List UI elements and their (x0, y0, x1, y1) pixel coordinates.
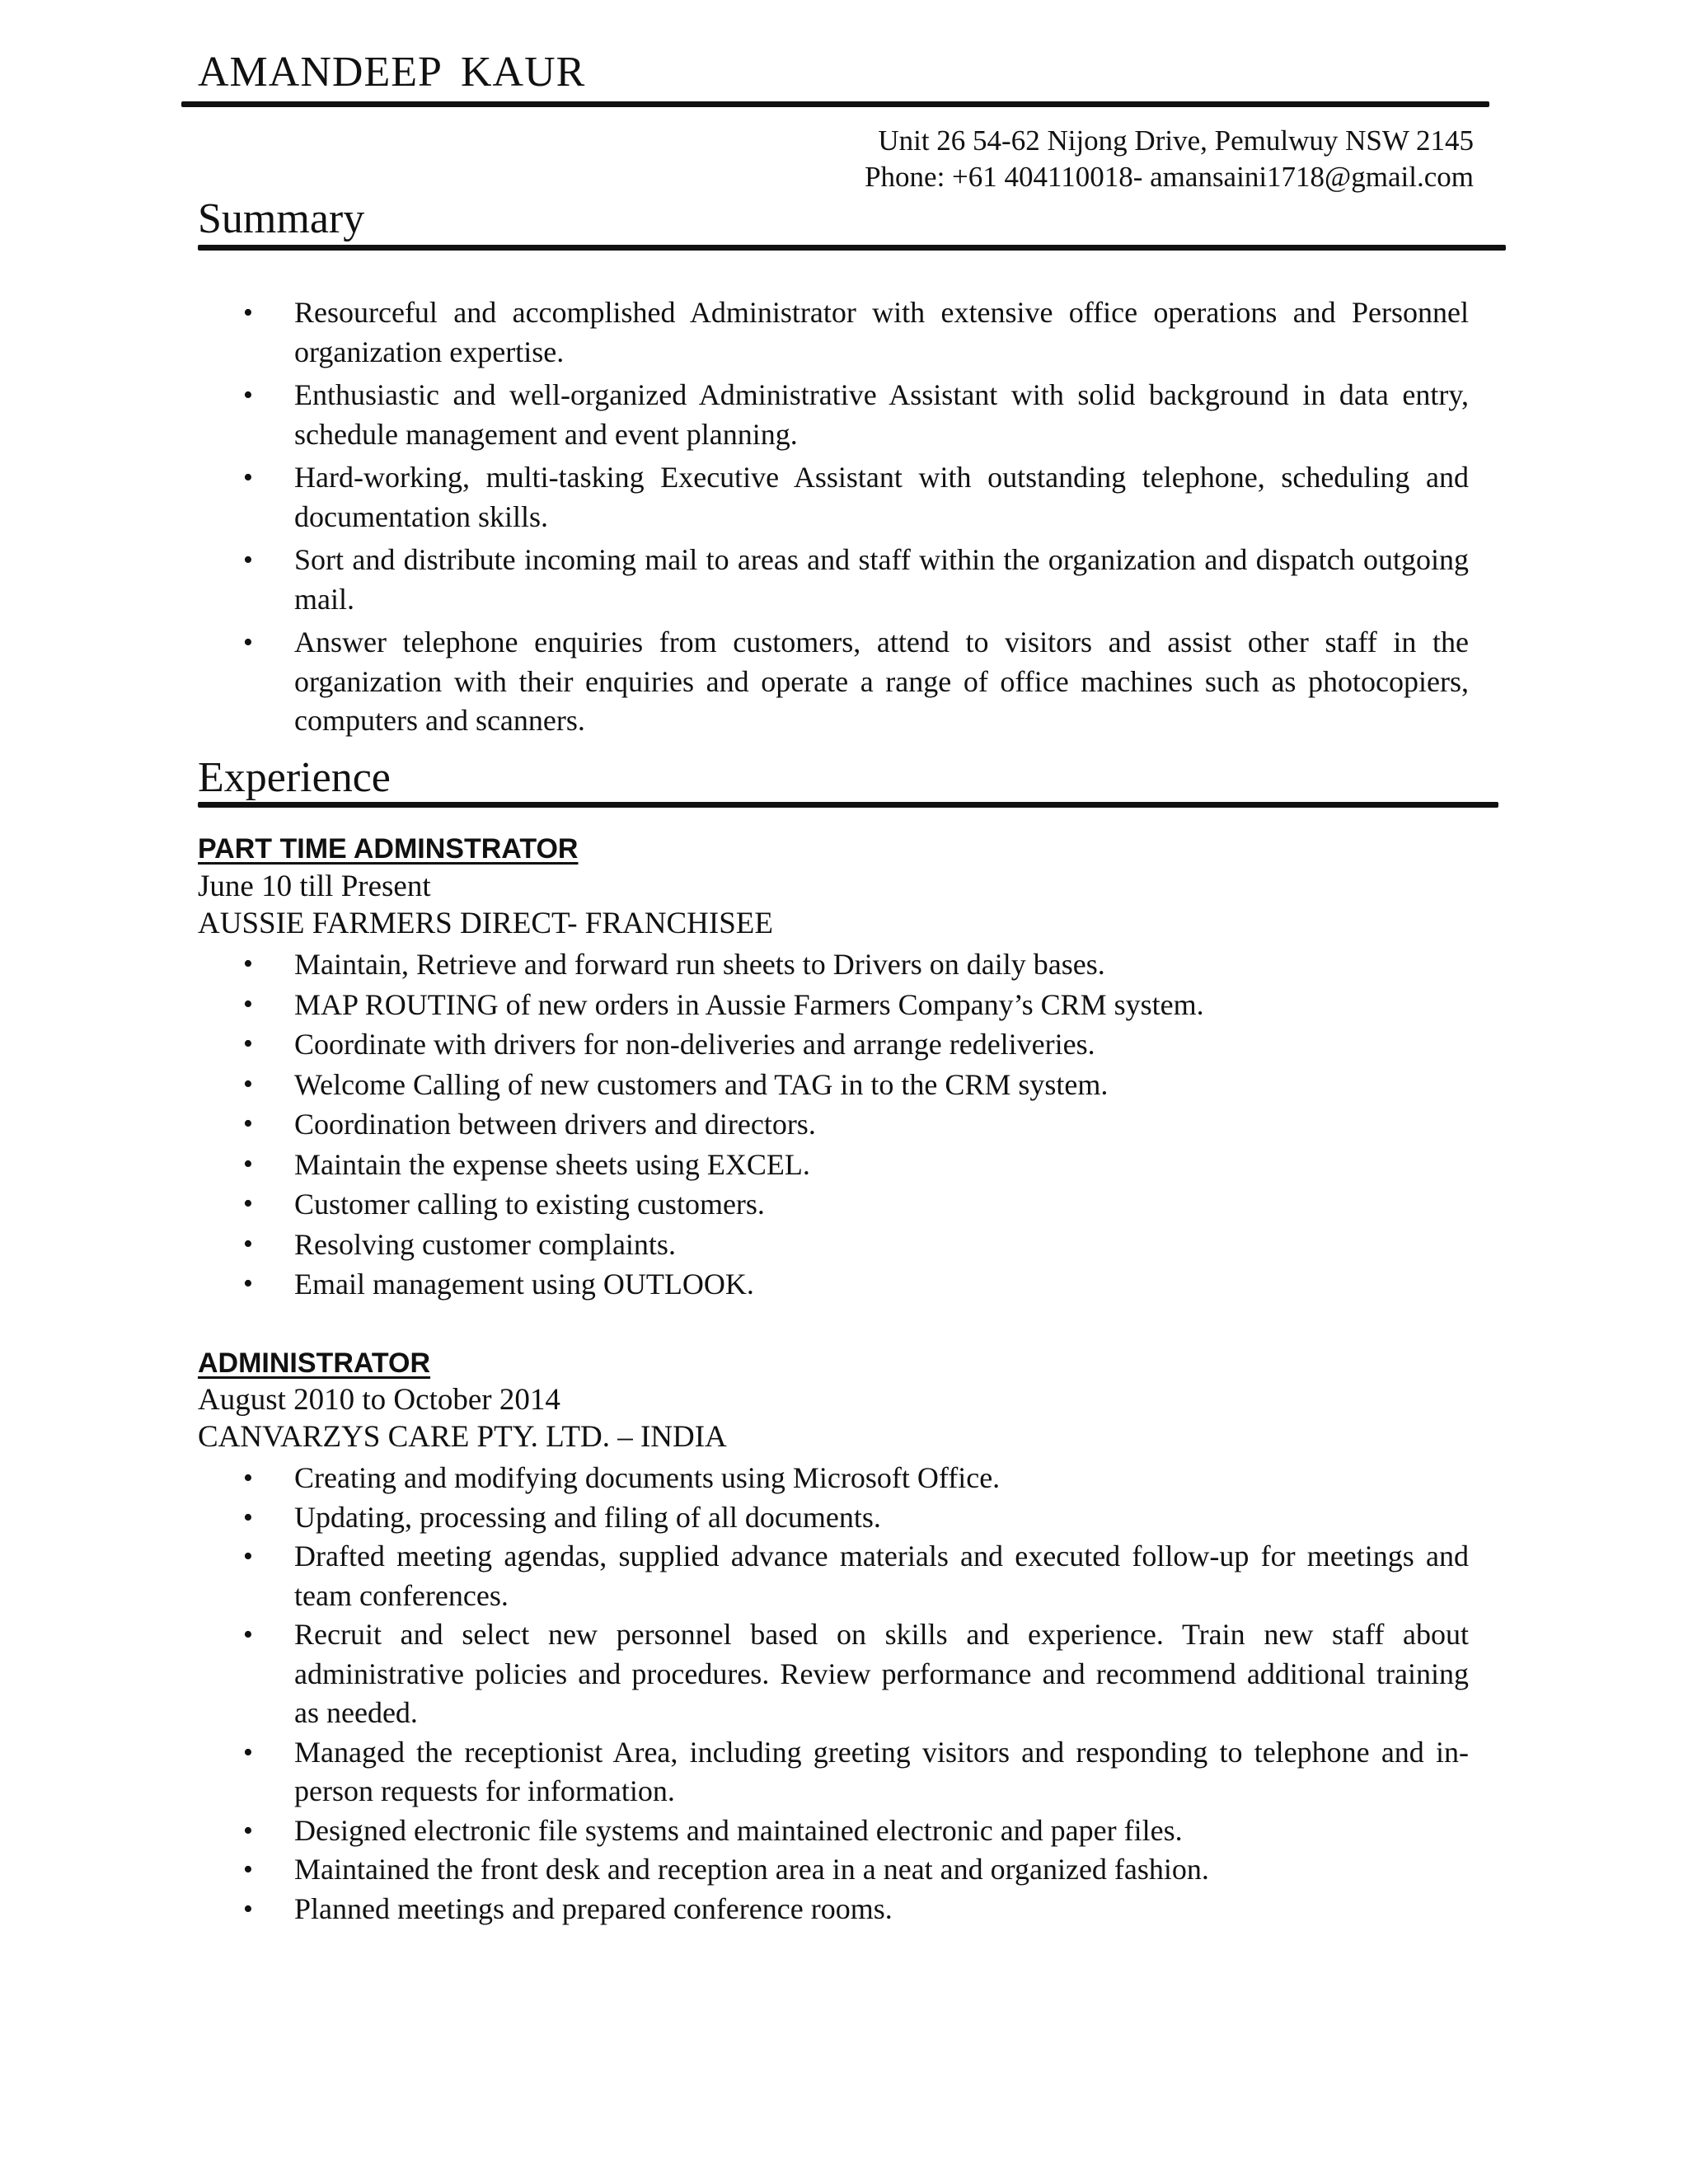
summary-item: • Enthusiastic and well-organized Administrative Assistant with solid background in data entry, schedule management and event planning. (198, 376, 1469, 454)
job-company: CANVARZYS CARE PTY. LTD. – INDIA (198, 1420, 727, 1454)
duty-item: • Recruit and select new personnel based on skills and experience. Train new staff about administrative policies and procedures. Review performance and recommend additional training as needed. (198, 1615, 1469, 1733)
job-dates: June 10 till Present (198, 869, 431, 903)
duty-item: • Welcome Calling of new customers and TAG in to the CRM system. (198, 1065, 1469, 1105)
experience-divider (198, 802, 1498, 808)
contact-line: Phone: +61 404110018- amansaini1718@gmail.com (865, 161, 1474, 193)
job-duties-list (198, 944, 1469, 1305)
duty-item: • Maintained the front desk and reception area in a neat and organized fashion. (198, 1850, 1469, 1890)
duty-item: • Planned meetings and prepared conference rooms. (198, 1890, 1469, 1929)
duty-item: • Updating, processing and filing of all documents. (198, 1498, 1469, 1538)
address-line: Unit 26 54-62 Nijong Drive, Pemulwuy NSW 2145 (878, 124, 1474, 157)
job-duties-list (198, 1459, 1469, 1929)
summary-item: • Sort and distribute incoming mail to areas and staff within the organization and dispatch outgoing mail. (198, 541, 1469, 619)
duty-item: • Customer calling to existing customers. (198, 1184, 1469, 1225)
summary-item: • Answer telephone enquiries from customers, attend to visitors and assist other staff in the organization with their enquiries and operate a range of office machines such as photocopiers, computers and scanners. (198, 623, 1469, 741)
duty-item: • Email management using OUTLOOK. (198, 1264, 1469, 1305)
duty-item: • Designed electronic file systems and maintained electronic and paper files. (198, 1811, 1469, 1851)
duty-item: • Managed the receptionist Area, including greeting visitors and responding to telephone and in-person requests for information. (198, 1733, 1469, 1811)
duty-item: • Drafted meeting agendas, supplied advance materials and executed follow-up for meetings and team conferences. (198, 1537, 1469, 1615)
duty-item: • Maintain the expense sheets using EXCEL. (198, 1145, 1469, 1185)
summary-list (198, 293, 1469, 741)
duty-item: • Coordination between drivers and directors. (198, 1104, 1469, 1145)
duty-item: • Resolving customer complaints. (198, 1225, 1469, 1265)
summary-heading: Summary (198, 195, 365, 242)
job-dates: August 2010 to October 2014 (198, 1383, 560, 1417)
summary-item: • Resourceful and accomplished Administrator with extensive office operations and Personnel organization expertise. (198, 293, 1469, 372)
header-divider (181, 101, 1489, 107)
experience-heading: Experience (198, 754, 391, 801)
job-company: AUSSIE FARMERS DIRECT- FRANCHISEE (198, 907, 773, 940)
job-title: ADMINISTRATOR (198, 1347, 431, 1379)
duty-item: • Coordinate with drivers for non-deliveries and arrange redeliveries. (198, 1024, 1469, 1065)
duty-item: • Maintain, Retrieve and forward run sheets to Drivers on daily bases. (198, 944, 1469, 985)
summary-item: • Hard-working, multi-tasking Executive Assistant with outstanding telephone, scheduling and documentation skills. (198, 458, 1469, 537)
duty-item: • Creating and modifying documents using Microsoft Office. (198, 1459, 1469, 1498)
candidate-name: AMANDEEP KAUR (198, 49, 586, 96)
job-title: PART TIME ADMINSTRATOR (198, 833, 579, 865)
summary-divider (198, 245, 1506, 251)
duty-item: • MAP ROUTING of new orders in Aussie Farmers Company’s CRM system. (198, 985, 1469, 1025)
